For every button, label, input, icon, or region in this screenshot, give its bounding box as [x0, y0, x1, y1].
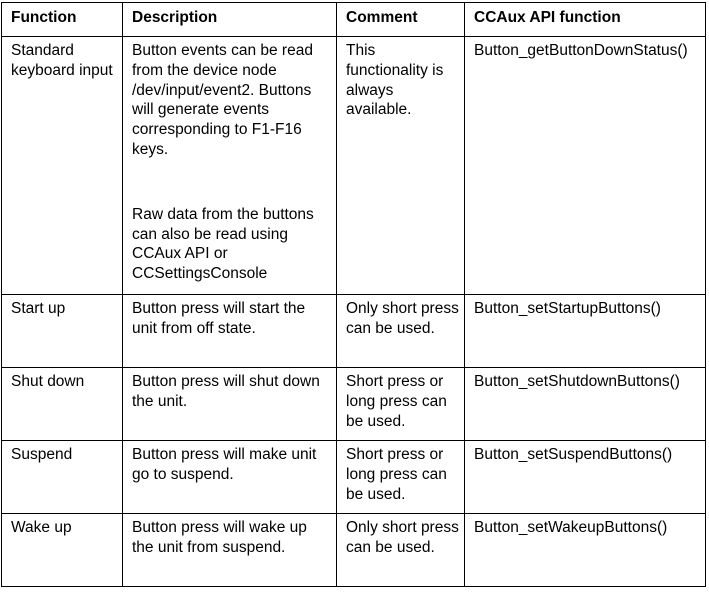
table-row: [2, 295, 706, 368]
cell-description: [123, 37, 337, 295]
header-comment: Comment: [337, 3, 465, 37]
cell-api-function: Button_getButtonDownStatus(): [465, 37, 706, 295]
cell-function: Wake up: [2, 514, 123, 587]
cell-function: Start up: [2, 295, 123, 368]
table-row: [2, 514, 706, 587]
header-description: Description: [123, 3, 337, 37]
cell-comment: Only short press can be used.: [337, 295, 465, 368]
cell-description: Button press will shut down the unit.: [123, 368, 337, 441]
cell-api-function: Button_setShutdownButtons(): [465, 368, 706, 441]
header-row: [2, 3, 706, 37]
table-row: [2, 441, 706, 514]
cell-description: Button press will make unit go to suspend.: [123, 441, 337, 514]
table-row: [2, 368, 706, 441]
cell-description: Button press will wake up the unit from suspend.: [123, 514, 337, 587]
cell-api-function: Button_setSuspendButtons(): [465, 441, 706, 514]
cell-function: Standard keyboard input: [2, 37, 123, 295]
table-row: [2, 37, 706, 295]
paragraph-spacer: [132, 160, 332, 205]
cell-description: Button press will start the unit from off state.: [123, 295, 337, 368]
cell-comment: Short press or long press can be used.: [337, 441, 465, 514]
cell-function: Shut down: [2, 368, 123, 441]
cell-api-function: Button_setWakeupButtons(): [465, 514, 706, 587]
cell-api-function: Button_setStartupButtons(): [465, 295, 706, 368]
description-paragraph: Button events can be read from the device node /dev/input/event2. Buttons will generate events corresponding to F1-F16 keys.: [132, 42, 313, 158]
cell-comment: Only short press can be used.: [337, 514, 465, 587]
cell-comment: This functionality is always available.: [337, 37, 465, 295]
cell-function: Suspend: [2, 441, 123, 514]
header-function: Function: [2, 3, 123, 37]
cell-comment: Short press or long press can be used.: [337, 368, 465, 441]
button-functions-table: [1, 2, 706, 587]
description-paragraph-extra: Raw data from the buttons can also be read using CCAux API or CCSettingsConsole: [132, 205, 314, 283]
header-api-function: CCAux API function: [465, 3, 706, 37]
